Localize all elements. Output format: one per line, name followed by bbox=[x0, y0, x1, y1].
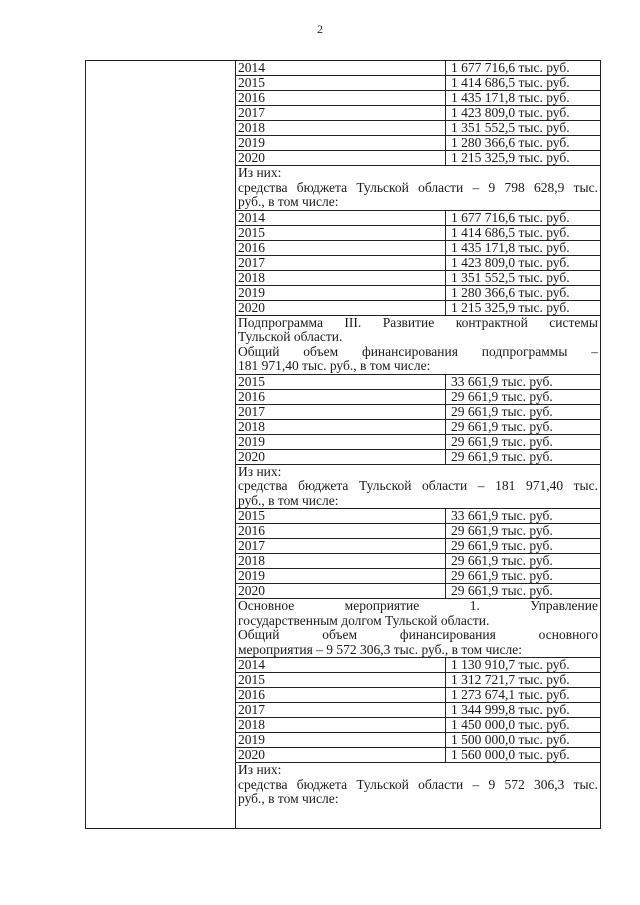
table-row bbox=[236, 225, 600, 240]
table-row bbox=[236, 434, 600, 449]
year-cell: 2014 bbox=[236, 658, 446, 673]
amount-cell: 1 560 000,0 тыс. руб. bbox=[446, 748, 601, 763]
amount-cell: 1 677 716,6 тыс. руб. bbox=[446, 211, 601, 226]
year-cell: 2015 bbox=[236, 375, 446, 390]
text-line: 181 971,40 тыс. руб., в том числе: bbox=[238, 358, 431, 373]
text-line: Из них: bbox=[238, 463, 282, 479]
right-column bbox=[236, 61, 600, 828]
year-cell: 2018 bbox=[236, 718, 446, 733]
amount-cell: 1 423 809,0 тыс. руб. bbox=[446, 106, 601, 121]
amount-cell: 1 435 171,8 тыс. руб. bbox=[446, 91, 601, 106]
table-row bbox=[236, 136, 600, 151]
amount-cell: 29 661,9 тыс. руб. bbox=[446, 569, 601, 584]
year-amount-table bbox=[236, 61, 600, 166]
text-block bbox=[236, 316, 600, 375]
year-cell: 2019 bbox=[236, 136, 446, 151]
year-cell: 2019 bbox=[236, 285, 446, 300]
table-row bbox=[236, 240, 600, 255]
table-row bbox=[236, 61, 600, 76]
table-row bbox=[236, 524, 600, 539]
amount-cell: 1 273 674,1 тыс. руб. bbox=[446, 688, 601, 703]
amount-cell: 29 661,9 тыс. руб. bbox=[446, 404, 601, 419]
year-cell: 2016 bbox=[236, 91, 446, 106]
year-cell: 2018 bbox=[236, 121, 446, 136]
text-line: Основное мероприятие 1. Управление bbox=[238, 598, 598, 613]
year-cell: 2014 bbox=[236, 61, 446, 76]
amount-cell: 29 661,9 тыс. руб. bbox=[446, 524, 601, 539]
amount-cell: 33 661,9 тыс. руб. bbox=[446, 509, 601, 524]
table-row bbox=[236, 300, 600, 315]
year-cell: 2015 bbox=[236, 509, 446, 524]
amount-cell: 29 661,9 тыс. руб. bbox=[446, 419, 601, 434]
table-row bbox=[236, 718, 600, 733]
table-row bbox=[236, 91, 600, 106]
amount-cell: 1 677 716,6 тыс. руб. bbox=[446, 61, 601, 76]
amount-cell: 1 312 721,7 тыс. руб. bbox=[446, 673, 601, 688]
table-row bbox=[236, 584, 600, 599]
table-row bbox=[236, 255, 600, 270]
table-row bbox=[236, 76, 600, 91]
text-line: Общий объем финансирования подпрограммы – bbox=[238, 343, 598, 359]
amount-cell: 1 280 366,6 тыс. руб. bbox=[446, 285, 601, 300]
table-row bbox=[236, 419, 600, 434]
amount-cell: 1 500 000,0 тыс. руб. bbox=[446, 733, 601, 748]
year-cell: 2015 bbox=[236, 673, 446, 688]
table-row bbox=[236, 404, 600, 419]
text-line: государственным долгом Тульской области. bbox=[238, 612, 490, 628]
text-line: Из них: bbox=[238, 762, 282, 777]
year-amount-table bbox=[236, 509, 600, 599]
year-cell: 2018 bbox=[236, 554, 446, 569]
year-cell: 2019 bbox=[236, 434, 446, 449]
table-row bbox=[236, 539, 600, 554]
amount-cell: 1 423 809,0 тыс. руб. bbox=[446, 255, 601, 270]
year-cell: 2018 bbox=[236, 270, 446, 285]
amount-cell: 1 351 552,5 тыс. руб. bbox=[446, 121, 601, 136]
table-row bbox=[236, 285, 600, 300]
year-cell: 2016 bbox=[236, 240, 446, 255]
year-cell: 2016 bbox=[236, 524, 446, 539]
amount-cell: 29 661,9 тыс. руб. bbox=[446, 584, 601, 599]
text-line: руб., в том числе: bbox=[238, 492, 339, 508]
year-cell: 2019 bbox=[236, 733, 446, 748]
table-row bbox=[236, 733, 600, 748]
year-cell: 2014 bbox=[236, 211, 446, 226]
text-block bbox=[236, 465, 600, 510]
table-row bbox=[236, 106, 600, 121]
table-row bbox=[236, 554, 600, 569]
year-cell: 2016 bbox=[236, 688, 446, 703]
table-row bbox=[236, 673, 600, 688]
table-row bbox=[236, 703, 600, 718]
year-amount-table bbox=[236, 375, 600, 465]
table-row bbox=[236, 688, 600, 703]
text-line: средства бюджета Тульской области – 9 798 628,9 тыс. bbox=[238, 179, 598, 195]
year-cell: 2019 bbox=[236, 569, 446, 584]
table-row bbox=[236, 270, 600, 285]
year-cell: 2015 bbox=[236, 225, 446, 240]
year-cell: 2020 bbox=[236, 584, 446, 599]
text-block bbox=[236, 166, 600, 211]
table-row bbox=[236, 748, 600, 763]
year-cell: 2017 bbox=[236, 106, 446, 121]
year-cell: 2017 bbox=[236, 539, 446, 554]
year-cell: 2020 bbox=[236, 748, 446, 763]
table-row bbox=[236, 375, 600, 390]
table-row bbox=[236, 121, 600, 136]
amount-cell: 1 215 325,9 тыс. руб. bbox=[446, 300, 601, 315]
year-amount-table bbox=[236, 211, 600, 316]
amount-cell: 1 435 171,8 тыс. руб. bbox=[446, 240, 601, 255]
table-row bbox=[236, 449, 600, 464]
amount-cell: 1 414 686,5 тыс. руб. bbox=[446, 225, 601, 240]
table-row bbox=[236, 658, 600, 673]
text-line: Из них: bbox=[238, 165, 282, 180]
text-line: Тульской области. bbox=[238, 329, 343, 344]
year-cell: 2017 bbox=[236, 703, 446, 718]
page-number: 2 bbox=[317, 22, 323, 36]
year-cell: 2016 bbox=[236, 389, 446, 404]
text-line: средства бюджета Тульской области – 181 971,40 тыс. bbox=[238, 478, 598, 493]
amount-cell: 1 280 366,6 тыс. руб. bbox=[446, 136, 601, 151]
left-column bbox=[86, 61, 236, 828]
text-line: Подпрограмма III. Развитие контрактной системы bbox=[238, 314, 598, 330]
text-block bbox=[236, 599, 600, 658]
year-cell: 2017 bbox=[236, 404, 446, 419]
text-line: средства бюджета Тульской области – 9 572 306,3 тыс. bbox=[238, 776, 598, 792]
text-line: руб., в том числе: bbox=[238, 791, 339, 806]
document-table bbox=[85, 60, 601, 829]
year-cell: 2015 bbox=[236, 76, 446, 91]
amount-cell: 29 661,9 тыс. руб. bbox=[446, 449, 601, 464]
table-row bbox=[236, 211, 600, 226]
amount-cell: 1 344 999,8 тыс. руб. bbox=[446, 703, 601, 718]
amount-cell: 29 661,9 тыс. руб. bbox=[446, 434, 601, 449]
table-row bbox=[236, 509, 600, 524]
year-cell: 2020 bbox=[236, 449, 446, 464]
amount-cell: 29 661,9 тыс. руб. bbox=[446, 539, 601, 554]
amount-cell: 29 661,9 тыс. руб. bbox=[446, 389, 601, 404]
year-cell: 2018 bbox=[236, 419, 446, 434]
amount-cell: 1 215 325,9 тыс. руб. bbox=[446, 151, 601, 166]
year-cell: 2020 bbox=[236, 151, 446, 166]
table-row bbox=[236, 389, 600, 404]
amount-cell: 1 414 686,5 тыс. руб. bbox=[446, 76, 601, 91]
text-line: Общий объем финансирования основного bbox=[238, 627, 598, 642]
table-row bbox=[236, 151, 600, 166]
amount-cell: 29 661,9 тыс. руб. bbox=[446, 554, 601, 569]
year-cell: 2020 bbox=[236, 300, 446, 315]
text-line: руб., в том числе: bbox=[238, 194, 339, 209]
year-cell: 2017 bbox=[236, 255, 446, 270]
amount-cell: 33 661,9 тыс. руб. bbox=[446, 375, 601, 390]
text-line: мероприятия – 9 572 306,3 тыс. руб., в том числе: bbox=[238, 641, 522, 657]
amount-cell: 1 130 910,7 тыс. руб. bbox=[446, 658, 601, 673]
table-row bbox=[236, 569, 600, 584]
amount-cell: 1 351 552,5 тыс. руб. bbox=[446, 270, 601, 285]
text-block bbox=[236, 763, 600, 807]
amount-cell: 1 450 000,0 тыс. руб. bbox=[446, 718, 601, 733]
year-amount-table bbox=[236, 658, 600, 763]
